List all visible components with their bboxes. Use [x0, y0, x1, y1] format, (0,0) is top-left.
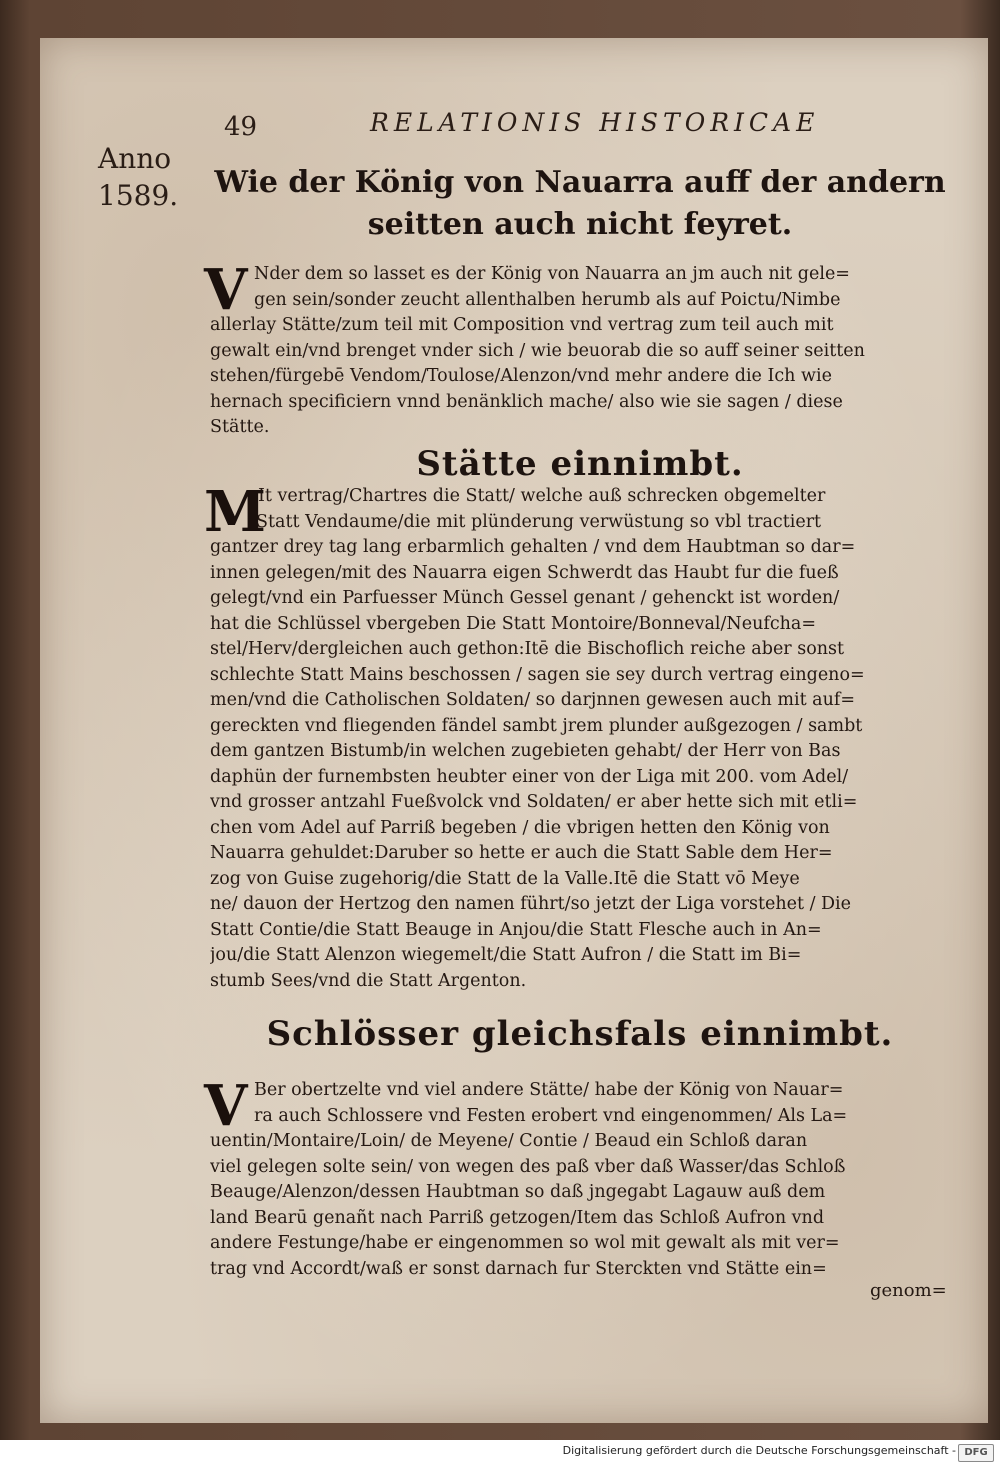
section-heading [200, 1012, 960, 1056]
text-line: land Bearū genañt nach Parriß getzogen/Item das Schloß Aufron vnd [210, 1207, 825, 1228]
page-number: 49 [224, 112, 258, 142]
text-line: Ber obertzelte vnd viel andere Stätte/ habe der König von Nauar= [254, 1080, 844, 1100]
text-line: Beauge/Alenzon/dessen Haubtman so daß jngegabt Lagauw auß dem [210, 1182, 826, 1202]
drop-initial: M [204, 479, 266, 545]
running-title: RELATIONIS HISTORICAE [370, 108, 820, 137]
catchword: genom= [870, 1280, 947, 1301]
text-line: hat die Schlüssel vbergeben Die Statt Montoire/Bonneval/Neufcha= [210, 613, 817, 634]
text-line: gereckten vnd fliegenden fändel sambt jrem plunder außgezogen / sambt [210, 715, 863, 736]
heading-line: Stätte einnimbt. [416, 444, 744, 484]
text-line: stehen/fürgebē Vendom/Toulose/Alenzon/vnd mehr andere die Ich wie [210, 366, 832, 386]
text-line: jou/die Statt Alenzon wiegemelt/die Statt Aufron / die Statt im Bi= [210, 945, 802, 965]
text-line: Statt Contie/die Statt Beauge in Anjou/die Statt Flesche auch in An= [210, 919, 822, 940]
text-line: andere Festunge/habe er eingenommen so wol mit gewalt als mit ver= [210, 1233, 840, 1253]
digitization-footer [0, 1440, 1000, 1467]
text-line: Nauarra gehuldet:Daruber so hette er auch die Statt Sable dem Her= [210, 843, 833, 863]
text-line: chen vom Adel auf Parriß begeben / die vbrigen hetten den König von [210, 817, 830, 838]
text-line: vnd grosser antzahl Fueßvolck vnd Soldaten/ er aber hette sich mit etli= [210, 792, 858, 812]
running-head [0, 100, 1000, 140]
text-line: gen sein/sonder zeucht allenthalben herumb als auf Poictu/Nimbe [254, 289, 841, 310]
text-line: ne/ dauon der Hertzog den namen führt/so jetzt der Liga vorstehet / Die [210, 894, 852, 914]
heading-line: Wie der König von Nauarra auff der andern [214, 165, 946, 200]
margin-note-year [98, 140, 198, 214]
drop-initial: V [204, 1073, 248, 1139]
paragraph [204, 1073, 960, 1282]
drop-initial: V [204, 257, 248, 323]
text-line: It vertrag/Chartres die Statt/ welche auß schrecken obgemelter [258, 486, 826, 506]
text-line: zog von Guise zugehorig/die Statt de la Valle.Itē die Statt vō Meye [210, 868, 800, 889]
text-line: innen gelegen/mit des Nauarra eigen Schwerdt das Haubt fur die fueß [210, 562, 839, 583]
section-heading [200, 442, 960, 486]
text-line: ra auch Schlossere vnd Festen erobert vnd eingenommen/ Als La= [254, 1105, 848, 1126]
text-line: Statt Vendaume/die mit plünderung verwüstung so vbl tractiert [256, 511, 822, 532]
text-line: gantzer drey tag lang erbarmlich gehalten / vnd dem Haubtman so dar= [210, 537, 856, 557]
text-line: viel gelegen solte sein/ von wegen des paß vber daß Wasser/das Schloß [210, 1156, 846, 1177]
text-line: daphün der furnembsten heubter einer von der Liga mit 200. vom Adel/ [210, 766, 849, 787]
paragraph [204, 257, 960, 441]
text-line: gelegt/vnd ein Parfuesser Münch Gessel genant / gehenckt ist worden/ [210, 588, 840, 608]
text-line: allerlay Stätte/zum teil mit Composition vnd vertrag zum teil auch mit [210, 315, 834, 335]
dfg-logo[interactable]: DFG [958, 1444, 994, 1462]
text-line: gewalt ein/vnd brenget vnder sich / wie beuorab die so auff seiner seitten [210, 340, 865, 361]
text-line: uentin/Montaire/Loin/ de Meyene/ Contie / Beaud ein Schloß daran [210, 1131, 808, 1151]
text-line: men/vnd die Catholischen Soldaten/ so darjnnen gewesen auch mit auf= [210, 690, 856, 710]
margin-note-line: Anno [98, 142, 172, 175]
text-line: Stätte. [210, 417, 270, 437]
margin-note-line: 1589. [98, 179, 179, 212]
text-line: hernach specificiern vnnd benänklich mache/ also wie sie sagen / diese [210, 391, 843, 412]
text-line: trag vnd Accordt/waß er sonst darnach fur Sterckten vnd Stätte ein= [210, 1258, 827, 1279]
heading-line: Schlösser gleichsfals einnimbt. [266, 1014, 894, 1054]
text-line: dem gantzen Bistumb/in welchen zugebieten gehabt/ der Herr von Bas [210, 741, 841, 761]
text-line: stumb Sees/vnd die Statt Argenton. [210, 970, 527, 991]
heading-line: seitten auch nicht feyret. [367, 207, 793, 242]
text-line: schlechte Statt Mains beschossen / sagen sie sey durch vertrag eingeno= [210, 664, 865, 685]
paragraph [204, 479, 960, 994]
text-line: Nder dem so lasset es der König von Nauarra an jm auch nit gele= [254, 264, 850, 284]
section-heading [200, 162, 960, 246]
funding-notice: Digitalisierung gefördert durch die Deutsche Forschungsgemeinschaft - [562, 1444, 956, 1457]
text-line: stel/Herv/dergleichen auch gethon:Itē die Bischoflich reiche aber sonst [210, 639, 845, 659]
